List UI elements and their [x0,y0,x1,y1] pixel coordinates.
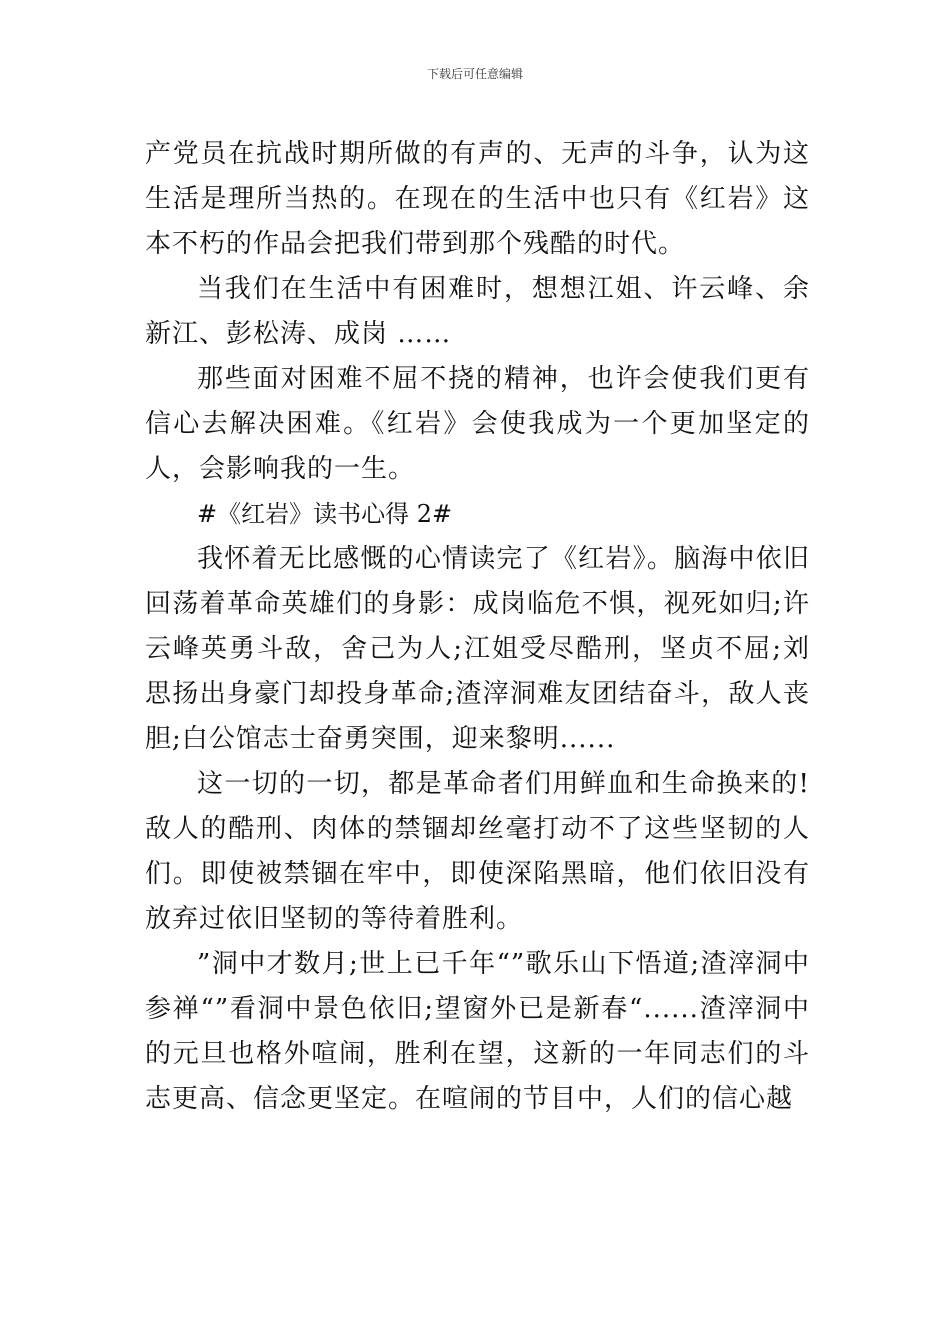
paragraph: 那些面对困难不屈不挠的精神，也许会使我们更有信心去解决困难。《红岩》会使我成为一个更加坚定的人，会影响我的一生。 [145,364,810,484]
paragraph-continued: 产党员在抗战时期所做的有声的、无声的斗争，认为这生活是理所当热的。在现在的生活中也只有《红岩》这本不朽的作品会把我们带到那个残酷的时代。 [145,139,810,259]
paragraph: 我怀着无比感慨的心情读完了《红岩》。脑海中依旧回荡着革命英雄们的身影：成岗临危不惧，视死如归;许云峰英勇斗敌，舍己为人;江姐受尽酷刑，坚贞不屈;刘思扬出身豪门却投身革命;渣滓洞难友团结奋斗，敌人丧胆;白公馆志士奋勇突围，迎来黎明...... [145,544,810,754]
page-header: 下载后可任意编辑 [426,67,523,81]
paragraph: 当我们在生活中有困难时，想想江姐、许云峰、余新江、彭松涛、成岗 …… [145,274,810,349]
section-heading: #《红岩》读书心得 2# [197,500,453,528]
paragraph: 这一切的一切，都是革命者们用鲜血和生命换来的!敌人的酷刑、肉体的禁锢却丝毫打动不了这些坚韧的人们。即使被禁锢在牢中，即使深陷黑暗，他们依旧没有放弃过依旧坚韧的等待着胜利。 [145,769,810,934]
document-body [145,132,810,1122]
paragraph: ”洞中才数月;世上已千年“”歌乐山下悟道;渣滓洞中参禅“”看洞中景色依旧;望窗外已是新春“......渣滓洞中的元旦也格外喧闹，胜利在望，这新的一年同志们的斗志更高、信念更坚定。在喧闹的节目中，人们的信心越 [145,949,810,1114]
